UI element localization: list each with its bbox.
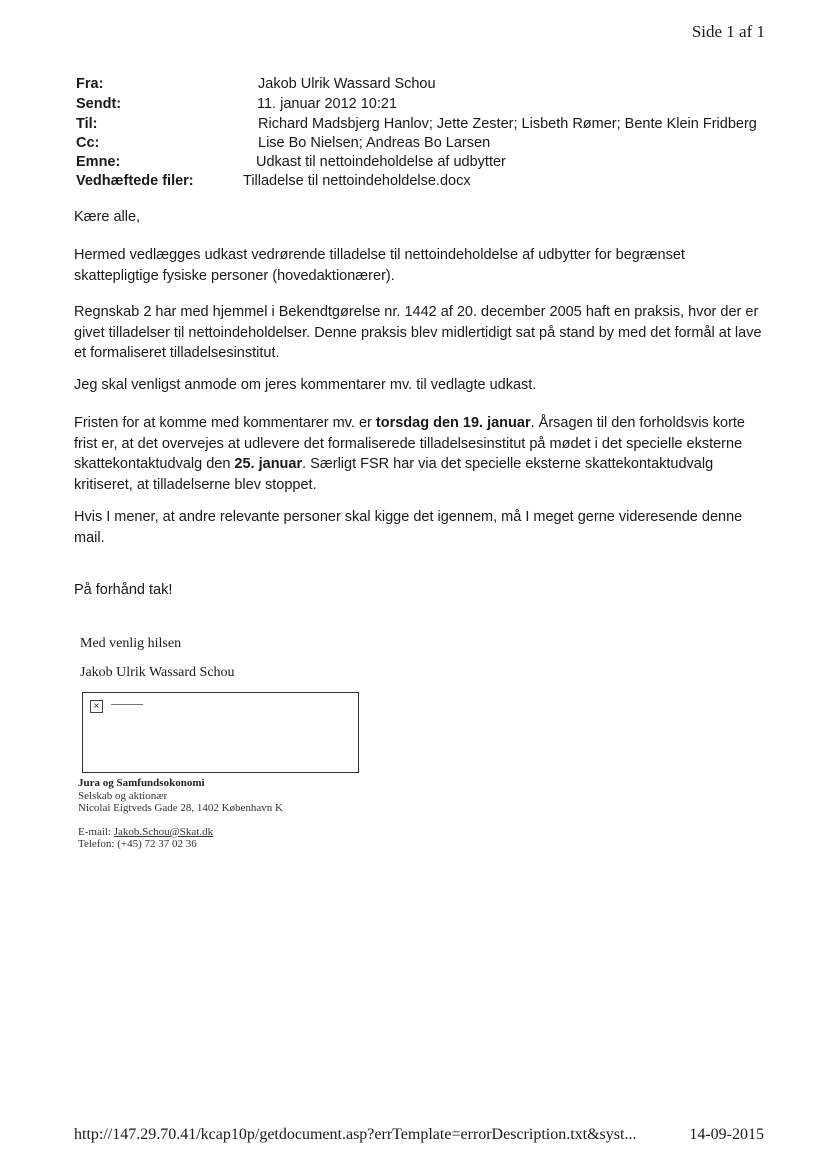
meeting-date: 25. januar — [234, 456, 303, 472]
from-value: Jakob Ulrik Wassard Schou — [258, 76, 436, 92]
cc-label: Cc: — [76, 135, 100, 151]
body-paragraph-1: Hermed vedlægges udkast vedrørende tilladelse til nettoindeholdelse af udbytter for begrænset skattepligtige fysiske personer (hovedaktionærer). — [74, 247, 685, 284]
subject-value: Udkast til nettoindeholdelse af udbytter — [256, 154, 506, 170]
email-link[interactable]: Jakob.Schou@Skat.dk — [113, 826, 214, 838]
thanks: På forhånd tak! — [74, 582, 173, 598]
sender-name: Jakob Ulrik Wassard Schou — [80, 665, 235, 680]
to-label: Til: — [76, 116, 98, 132]
body-paragraph-4 — [74, 413, 764, 495]
attachments-value[interactable]: Tilladelse til nettoindeholdelse.docx — [243, 173, 471, 189]
p4-text-e: . Særligt FSR har via det specielle eksterne skattekontaktudvalg kritiseret, at tilladelserne blev stoppet. — [74, 456, 714, 493]
page-number: Side 1 af 1 — [691, 22, 765, 41]
subject-label: Emne: — [76, 154, 121, 170]
sent-value: 11. januar 2012 10:21 — [257, 96, 398, 112]
body-paragraph-3: Jeg skal venligst anmode om jeres kommentarer mv. til vedlagte udkast. — [74, 377, 537, 393]
logo-placeholder-line — [111, 704, 143, 705]
greeting: Kære alle, — [74, 209, 141, 225]
deadline-date: torsdag den 19. januar — [375, 415, 531, 431]
body-paragraph-2: Regnskab 2 har med hjemmel i Bekendtgørelse nr. 1442 af 20. december 2005 haft en praksis, hvor der er givet tilladelser til nettoindeholdelser. Denne praksis blev midlertidigt sat på stand by med det formål at lave et formaliseret tilladelsesinstitut. — [74, 304, 762, 361]
unit: Selskab og aktionær — [78, 790, 168, 802]
footer-date: 14-09-2015 — [689, 1126, 764, 1143]
email-label: E-mail: — [78, 826, 114, 838]
phone: Telefon: (+45) 72 37 02 36 — [78, 838, 197, 850]
footer-url: http://147.29.70.41/kcap10p/getdocument.asp?errTemplate=errorDescription.txt&syst... — [74, 1126, 637, 1143]
department: Jura og Samfundsokonomi — [78, 777, 205, 789]
signature-logo-box — [82, 692, 359, 773]
p4-text-c: . Årsagen til den forholdsvis korte frist er, at det overvejes at udlevere det formaliserede tilladelsesinstitut på mødet i det specielle eksterne skattekontaktudvalg den — [74, 415, 745, 472]
from-label: Fra: — [76, 76, 104, 92]
attachments-label: Vedhæftede filer: — [76, 173, 194, 189]
to-value: Richard Madsbjerg Hanlov; Jette Zester; Lisbeth Rømer; Bente Klein Fridberg — [258, 116, 757, 132]
cc-value: Lise Bo Nielsen; Andreas Bo Larsen — [258, 135, 491, 151]
broken-image-icon: × — [90, 700, 103, 713]
sent-label: Sendt: — [76, 96, 122, 112]
address: Nicolai Eigtveds Gade 28, 1402 København K — [78, 802, 283, 814]
email-line — [78, 826, 213, 838]
closing: Med venlig hilsen — [80, 636, 182, 651]
p4-text-a: Fristen for at komme med kommentarer mv. er — [74, 415, 376, 431]
body-paragraph-5: Hvis I mener, at andre relevante personer skal kigge det igennem, må I meget gerne videresende denne mail. — [74, 509, 743, 546]
